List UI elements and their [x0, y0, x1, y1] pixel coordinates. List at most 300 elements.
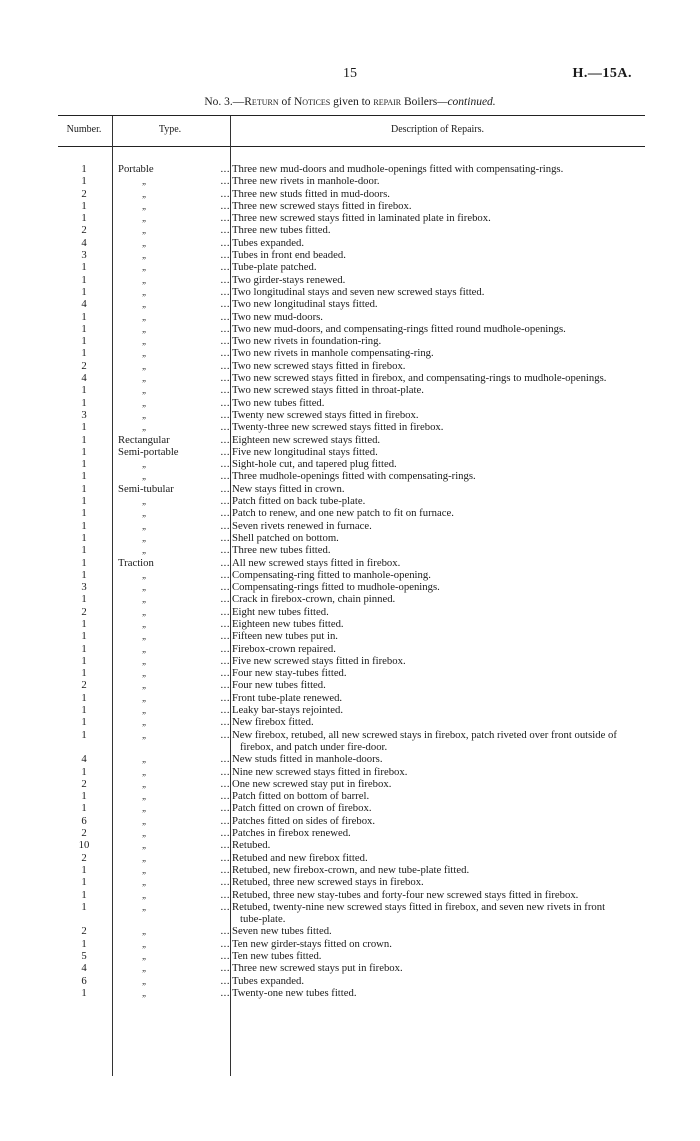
row-type: Semi-portable	[118, 445, 179, 458]
row-description: Four new stay-tubes fitted.	[232, 667, 347, 680]
table-row	[0, 188, 700, 200]
row-description: Crack in firebox-crown, chain pinned.	[232, 593, 396, 606]
row-type: „	[142, 250, 148, 261]
row-leader-dots: ...	[220, 839, 230, 852]
row-type: „	[142, 348, 148, 359]
row-type: „	[142, 864, 148, 875]
row-description: Twenty-one new tubes fitted.	[232, 986, 357, 999]
row-type: Portable	[118, 163, 154, 175]
table-row	[0, 790, 700, 802]
row-number: 1	[81, 212, 87, 225]
row-leader-dots: ...	[220, 876, 230, 889]
row-number: 2	[81, 679, 87, 692]
row-leader-dots: ...	[220, 950, 230, 962]
row-description: New stays fitted in crown.	[232, 482, 345, 495]
row-leader-dots: ...	[220, 212, 230, 225]
row-number: 1	[81, 273, 87, 286]
row-type: „	[142, 176, 148, 187]
row-number: 2	[81, 224, 87, 237]
table-row	[0, 962, 700, 974]
row-number: 1	[81, 704, 87, 717]
row-leader-dots: ...	[220, 482, 230, 495]
table-row	[0, 766, 700, 778]
row-leader-dots: ...	[220, 495, 230, 508]
row-leader-dots: ...	[220, 322, 230, 335]
row-number: 1	[81, 458, 87, 471]
table-row	[0, 778, 700, 790]
row-type: „	[142, 729, 148, 740]
row-type: „	[142, 582, 148, 593]
row-leader-dots: ...	[220, 507, 230, 520]
table-row	[0, 630, 700, 642]
table-row	[0, 397, 700, 409]
row-description: Four new tubes fitted.	[232, 679, 326, 692]
row-leader-dots: ...	[220, 310, 230, 323]
row-number: 5	[81, 950, 87, 962]
row-type: „	[142, 926, 148, 937]
table-row	[0, 261, 700, 273]
row-number: 1	[81, 642, 87, 655]
row-type: „	[142, 692, 148, 703]
row-number: 1	[81, 175, 87, 188]
table-row	[0, 286, 700, 298]
row-number: 4	[81, 298, 87, 311]
row-description: Two new screwed stays fitted in firebox, and compensating-rings to mudhole-openings.	[232, 372, 607, 385]
row-type: „	[142, 631, 148, 642]
row-leader-dots: ...	[220, 802, 230, 815]
row-number: 1	[81, 421, 87, 434]
row-number: 1	[81, 654, 87, 667]
row-number: 1	[81, 691, 87, 704]
table-row	[0, 557, 700, 569]
table-row	[0, 298, 700, 310]
row-type: „	[142, 520, 148, 531]
row-leader-dots: ...	[220, 617, 230, 630]
row-leader-dots: ...	[220, 630, 230, 643]
table-row	[0, 593, 700, 605]
column-header-type: Type.	[158, 124, 182, 135]
row-leader-dots: ...	[220, 753, 230, 766]
row-type: „	[142, 594, 148, 605]
row-leader-dots: ...	[220, 335, 230, 348]
row-description: Fifteen new tubes put in.	[232, 630, 338, 643]
row-type: „	[142, 655, 148, 666]
row-type: „	[142, 618, 148, 629]
table-row	[0, 323, 700, 335]
row-description: Patches in firebox renewed.	[232, 827, 351, 840]
row-type: Semi-tubular	[118, 482, 174, 495]
table-row	[0, 212, 700, 224]
row-leader-dots: ...	[220, 716, 230, 729]
row-number: 1	[81, 790, 87, 803]
row-type: „	[142, 409, 148, 420]
title-given: given to	[330, 96, 374, 108]
table-row	[0, 679, 700, 691]
row-type: „	[142, 311, 148, 322]
row-type: „	[142, 828, 148, 839]
row-description: Retubed and new firebox fitted.	[232, 851, 368, 864]
row-description: Five new screwed stays fitted in firebox.	[232, 654, 406, 667]
row-number: 1	[81, 335, 87, 348]
row-description: New studs fitted in manhole-doors.	[232, 753, 383, 766]
row-description: Retubed, three new stay-tubes and forty-four new screwed stays fitted in firebox.	[232, 888, 579, 901]
table-row	[0, 224, 700, 236]
row-description: Shell patched on bottom.	[232, 531, 339, 544]
row-description: Eight new tubes fitted.	[232, 605, 329, 618]
table-row	[0, 421, 700, 433]
row-leader-dots: ...	[220, 863, 230, 876]
header-bottom-rule	[58, 146, 645, 147]
table-row	[0, 200, 700, 212]
row-type: „	[142, 188, 148, 199]
row-leader-dots: ...	[220, 396, 230, 409]
row-number: 1	[81, 556, 87, 569]
row-description: Three new screwed stays fitted in laminated plate in firebox.	[232, 212, 491, 225]
row-number: 1	[81, 470, 87, 483]
row-number: 1	[81, 937, 87, 950]
row-description: Tubes in front end beaded.	[232, 249, 346, 262]
row-type: „	[142, 889, 148, 900]
row-description: Eighteen new tubes fitted.	[232, 617, 344, 630]
row-description: Three new tubes fitted.	[232, 224, 331, 237]
row-type: „	[142, 213, 148, 224]
row-description: Eighteen new screwed stays fitted.	[232, 433, 381, 446]
row-type: „	[142, 299, 148, 310]
row-type: „	[142, 237, 148, 248]
row-leader-dots: ...	[220, 384, 230, 397]
row-description: Five new longitudinal stays fitted.	[232, 445, 378, 458]
table-row	[0, 975, 700, 987]
table-row	[0, 692, 700, 704]
row-type: „	[142, 951, 148, 961]
row-leader-dots: ...	[220, 642, 230, 655]
row-type: „	[142, 569, 148, 580]
table-row	[0, 446, 700, 458]
row-type: „	[142, 815, 148, 826]
row-number: 6	[81, 974, 87, 987]
row-description: Two new rivets in foundation-ring.	[232, 335, 382, 348]
row-number: 1	[81, 482, 87, 495]
row-description: Sight-hole cut, and tapered plug fitted.	[232, 458, 397, 471]
table-row	[0, 925, 700, 937]
row-type: „	[142, 274, 148, 285]
row-leader-dots: ...	[220, 691, 230, 704]
row-leader-dots: ...	[220, 974, 230, 987]
row-number: 1	[81, 630, 87, 643]
row-number: 1	[81, 876, 87, 889]
row-description: Twenty-three new screwed stays fitted in firebox.	[232, 421, 444, 434]
row-number: 4	[81, 962, 87, 975]
row-description: Retubed.	[232, 839, 271, 852]
row-leader-dots: ...	[220, 777, 230, 790]
table-row	[0, 249, 700, 261]
row-description: Three new screwed stays fitted in firebox.	[232, 199, 412, 212]
row-leader-dots: ...	[220, 372, 230, 385]
row-type: Rectangular	[118, 433, 170, 446]
row-type: „	[142, 938, 148, 949]
row-number: 4	[81, 236, 87, 249]
row-number: 1	[81, 163, 87, 175]
table-row	[0, 311, 700, 323]
row-number: 1	[81, 384, 87, 397]
title-boilers: Boilers	[401, 96, 438, 108]
row-description: Firebox-crown repaired.	[232, 642, 336, 655]
row-leader-dots: ...	[220, 814, 230, 827]
table-row	[0, 544, 700, 556]
row-description: Compensating-rings fitted to mudhole-openings.	[232, 581, 440, 594]
row-number: 2	[81, 777, 87, 790]
row-leader-dots: ...	[220, 704, 230, 717]
row-leader-dots: ...	[220, 224, 230, 237]
row-leader-dots: ...	[220, 851, 230, 864]
row-leader-dots: ...	[220, 986, 230, 999]
row-type: „	[142, 987, 148, 998]
row-number: 1	[81, 900, 87, 913]
row-description: Tubes expanded.	[232, 974, 305, 987]
table-row	[0, 458, 700, 470]
row-type: „	[142, 766, 148, 777]
row-type: „	[142, 680, 148, 691]
table-row	[0, 938, 700, 950]
row-description: Two new mud-doors.	[232, 310, 323, 323]
row-number: 1	[81, 495, 87, 508]
row-number: 1	[81, 667, 87, 680]
row-description: Retubed, three new screwed stays in firebox.	[232, 876, 424, 889]
row-leader-dots: ...	[220, 605, 230, 618]
row-number: 4	[81, 372, 87, 385]
row-number: 1	[81, 322, 87, 335]
table-row	[0, 507, 700, 519]
row-leader-dots: ...	[220, 679, 230, 692]
title-notices: Notices	[293, 96, 331, 108]
page-code: H.—15A.	[572, 66, 632, 81]
table-row	[0, 569, 700, 581]
row-description: Two new screwed stays fitted in throat-plate.	[232, 384, 424, 397]
row-type: „	[142, 459, 148, 470]
row-type: „	[142, 852, 148, 863]
row-number: 1	[81, 507, 87, 520]
row-type: Traction	[118, 556, 154, 569]
row-type: „	[142, 385, 148, 396]
table-row	[0, 864, 700, 876]
table-row	[0, 950, 700, 962]
row-leader-dots: ...	[220, 790, 230, 803]
table-row	[0, 175, 700, 187]
row-type: „	[142, 200, 148, 211]
row-number: 1	[81, 617, 87, 630]
table-row	[0, 987, 700, 999]
row-number: 1	[81, 199, 87, 212]
row-number: 10	[78, 839, 90, 852]
row-description: Three new tubes fitted.	[232, 544, 331, 557]
row-number: 1	[81, 716, 87, 729]
row-type: „	[142, 471, 148, 482]
row-leader-dots: ...	[220, 273, 230, 286]
row-type: „	[142, 532, 148, 543]
row-leader-dots: ...	[220, 470, 230, 483]
table-row	[0, 237, 700, 249]
table-row	[0, 655, 700, 667]
row-type: „	[142, 975, 148, 986]
table-row	[0, 729, 700, 754]
row-type: „	[142, 643, 148, 654]
row-leader-dots: ...	[220, 347, 230, 360]
row-description: Two new tubes fitted.	[232, 396, 325, 409]
row-type: „	[142, 840, 148, 851]
table-row	[0, 802, 700, 814]
row-description: Two new longitudinal stays fitted.	[232, 298, 378, 311]
row-type: „	[142, 422, 148, 433]
row-type: „	[142, 262, 148, 273]
title-continued: —continued.	[437, 96, 496, 108]
row-leader-dots: ...	[220, 937, 230, 950]
row-description: Compensating-ring fitted to manhole-opening.	[232, 568, 431, 581]
row-description: Ten new tubes fitted.	[232, 950, 322, 962]
row-description: Three new mud-doors and mudhole-openings fitted with compensating-rings.	[232, 163, 564, 175]
row-number: 2	[81, 827, 87, 840]
row-leader-dots: ...	[220, 519, 230, 532]
row-number: 2	[81, 187, 87, 200]
table-row	[0, 372, 700, 384]
table-row	[0, 274, 700, 286]
table-row	[0, 520, 700, 532]
row-leader-dots: ...	[220, 728, 230, 741]
table-row	[0, 335, 700, 347]
row-leader-dots: ...	[220, 163, 230, 175]
table-row	[0, 852, 700, 864]
table-row	[0, 163, 700, 175]
row-type: „	[142, 225, 148, 236]
table-row	[0, 384, 700, 396]
row-type: „	[142, 508, 148, 519]
row-type: „	[142, 606, 148, 617]
row-leader-dots: ...	[220, 568, 230, 581]
row-number: 1	[81, 310, 87, 323]
row-type: „	[142, 360, 148, 371]
row-description: Three mudhole-openings fitted with compensating-rings.	[232, 470, 476, 483]
column-header-description: Description of Repairs.	[390, 124, 485, 135]
table-row	[0, 483, 700, 495]
row-leader-dots: ...	[220, 888, 230, 901]
row-type: „	[142, 496, 148, 507]
table-row	[0, 716, 700, 728]
row-type: „	[142, 791, 148, 802]
row-leader-dots: ...	[220, 175, 230, 188]
row-leader-dots: ...	[220, 925, 230, 938]
row-description: Patch fitted on crown of firebox.	[232, 802, 372, 815]
table-row	[0, 618, 700, 630]
row-description: Patch fitted on bottom of barrel.	[232, 790, 370, 803]
row-number: 1	[81, 261, 87, 274]
row-number: 1	[81, 285, 87, 298]
row-description: Ten new girder-stays fitted on crown.	[232, 937, 392, 950]
row-description: All new screwed stays fitted in firebox.	[232, 556, 401, 569]
table-row	[0, 827, 700, 839]
row-number: 4	[81, 753, 87, 766]
row-leader-dots: ...	[220, 765, 230, 778]
row-leader-dots: ...	[220, 827, 230, 840]
row-type: „	[142, 778, 148, 789]
row-leader-dots: ...	[220, 285, 230, 298]
row-leader-dots: ...	[220, 249, 230, 262]
column-header-number: Number.	[66, 124, 102, 135]
row-description: Leaky bar-stays rejointed.	[232, 704, 344, 717]
row-description: Two longitudinal stays and seven new screwed stays fitted.	[232, 285, 485, 298]
table-row	[0, 667, 700, 679]
row-description: Three new studs fitted in mud-doors.	[232, 187, 390, 200]
title-repair: repair	[373, 96, 402, 108]
row-number: 1	[81, 445, 87, 458]
row-description: Three new screwed stays put in firebox.	[232, 962, 403, 975]
row-description: Retubed, new firebox-crown, and new tube-plate fitted.	[232, 863, 470, 876]
row-type: „	[142, 803, 148, 814]
row-number: 1	[81, 986, 87, 999]
row-number: 2	[81, 851, 87, 864]
row-description: Patch fitted on back tube-plate.	[232, 495, 366, 508]
row-description: New firebox, retubed, all new screwed stays in firebox, patch riveted over front outside of firebox, and patch under fire-door.	[232, 728, 617, 753]
row-leader-dots: ...	[220, 556, 230, 569]
row-leader-dots: ...	[220, 445, 230, 458]
row-type: „	[142, 717, 148, 728]
row-number: 3	[81, 249, 87, 262]
row-leader-dots: ...	[220, 544, 230, 557]
row-number: 1	[81, 568, 87, 581]
row-number: 1	[81, 863, 87, 876]
row-type: „	[142, 754, 148, 765]
row-description: Patch to renew, and one new patch to fit on furnace.	[232, 507, 454, 520]
row-description: New firebox fitted.	[232, 716, 314, 729]
row-number: 3	[81, 581, 87, 594]
row-type: „	[142, 668, 148, 679]
row-number: 1	[81, 544, 87, 557]
row-description: Twenty new screwed stays fitted in firebox.	[232, 408, 419, 421]
row-description: Seven rivets renewed in furnace.	[232, 519, 372, 532]
table-row	[0, 704, 700, 716]
table-row	[0, 839, 700, 851]
row-leader-dots: ...	[220, 654, 230, 667]
table-row	[0, 470, 700, 482]
row-description: Nine new screwed stays fitted in firebox.	[232, 765, 408, 778]
row-description: Seven new tubes fitted.	[232, 925, 332, 938]
row-number: 1	[81, 765, 87, 778]
row-leader-dots: ...	[220, 298, 230, 311]
row-number: 1	[81, 519, 87, 532]
row-number: 1	[81, 888, 87, 901]
row-description: Tubes expanded.	[232, 236, 305, 249]
row-number: 2	[81, 359, 87, 372]
table-row	[0, 495, 700, 507]
row-leader-dots: ...	[220, 359, 230, 372]
row-leader-dots: ...	[220, 531, 230, 544]
title-no: No. 3.—	[204, 96, 245, 108]
row-number: 1	[81, 433, 87, 446]
row-leader-dots: ...	[220, 593, 230, 606]
row-type: „	[142, 545, 148, 556]
row-type: „	[142, 286, 148, 297]
row-leader-dots: ...	[220, 458, 230, 471]
table-row	[0, 889, 700, 901]
row-number: 6	[81, 814, 87, 827]
table-row	[0, 409, 700, 421]
row-type: „	[142, 963, 148, 974]
row-description: Tube-plate patched.	[232, 261, 317, 274]
row-description: Three new rivets in manhole-door.	[232, 175, 380, 188]
row-leader-dots: ...	[220, 261, 230, 274]
table-row	[0, 876, 700, 888]
row-leader-dots: ...	[220, 433, 230, 446]
table-row	[0, 347, 700, 359]
row-leader-dots: ...	[220, 236, 230, 249]
